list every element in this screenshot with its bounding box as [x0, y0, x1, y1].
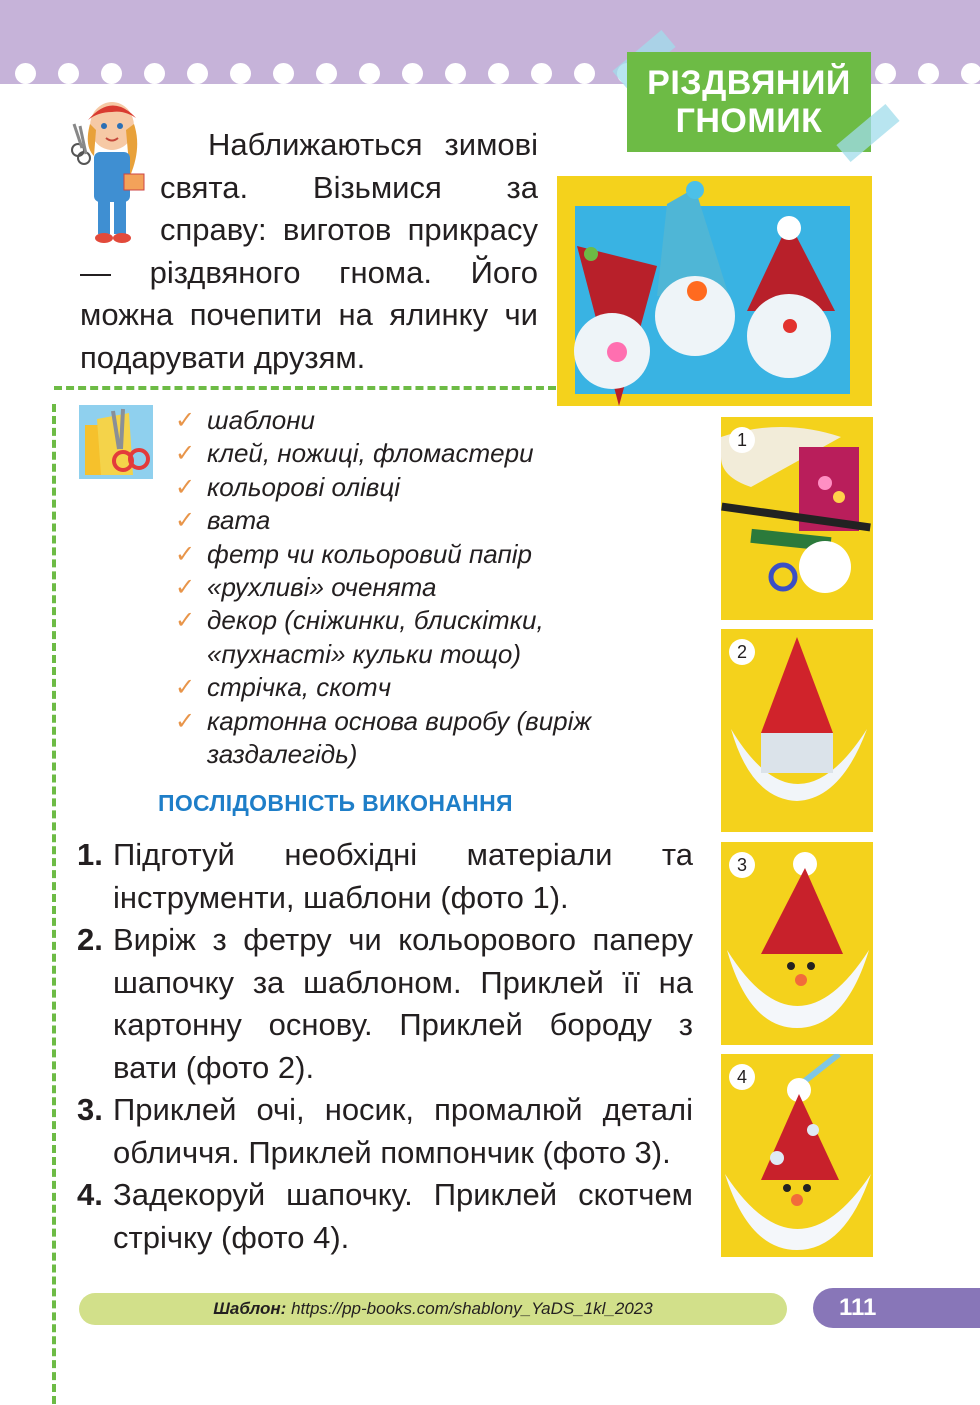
- steps-list: [77, 834, 693, 1259]
- template-link-bar: [79, 1293, 787, 1325]
- step-number: 4.: [77, 1177, 103, 1212]
- border-dot: [574, 63, 595, 84]
- step-text: Виріж з фетру чи кольорового паперу шапочку за шаблоном. Приклей її на картонну основу. Приклей бороду з вати (фото 2).: [113, 922, 693, 1085]
- material-text: декор (сніжинки, блискітки, «пухнасті» кульки тощо): [207, 605, 544, 669]
- material-text: кольорові олівці: [207, 471, 400, 502]
- checkmark-icon: ✓: [175, 707, 196, 735]
- step-photo-1: [721, 417, 873, 620]
- materials-tools-icon: [79, 405, 153, 479]
- material-text: клей, ножиці, фломастери: [207, 438, 534, 469]
- checkmark-icon: ✓: [175, 674, 196, 702]
- title-line-2: ГНОМИК: [675, 102, 823, 140]
- step-photo-3: [721, 842, 873, 1045]
- border-dot: [402, 63, 423, 84]
- finished-gnomes-photo: [557, 176, 872, 406]
- sequence-title: ПОСЛІДОВНІСТЬ ВИКОНАННЯ: [158, 790, 513, 816]
- material-text: стрічка, скотч: [207, 672, 392, 703]
- step-item: [77, 919, 693, 1089]
- material-text: картонна основа виробу (виріж заздалегідь): [207, 705, 592, 770]
- border-dot: [531, 63, 552, 84]
- border-dot: [488, 63, 509, 84]
- step-text: Підготуй необхідні матеріали та інструменти, шаблони (фото 1).: [113, 837, 693, 915]
- material-item: [175, 471, 595, 504]
- material-item: [175, 571, 595, 604]
- step-text: Приклей очі, носик, промалюй деталі обличчя. Приклей помпончик (фото 3).: [113, 1092, 693, 1170]
- material-item: [175, 437, 595, 470]
- material-text: шаблони: [207, 405, 315, 435]
- step-item: [77, 1089, 693, 1174]
- step-photo-2: [721, 629, 873, 832]
- checkmark-icon: ✓: [175, 607, 196, 635]
- gnome-ornaments-image: [557, 176, 872, 406]
- material-text: «рухливі» оченята: [207, 572, 437, 603]
- step-number: 1.: [77, 837, 103, 872]
- checkmark-icon: ✓: [175, 574, 196, 602]
- step-number: 3.: [77, 1092, 103, 1127]
- border-dot: [58, 63, 79, 84]
- material-item: [175, 671, 595, 704]
- title-line-1: РІЗДВЯНИЙ: [647, 64, 851, 102]
- step-item: [77, 834, 693, 919]
- photo-number-1: 1: [729, 427, 755, 453]
- border-dot: [359, 63, 380, 84]
- checkmark-icon: ✓: [175, 473, 196, 501]
- border-dot: [273, 63, 294, 84]
- materials-list: [175, 404, 595, 771]
- material-item: [175, 604, 595, 671]
- border-dot: [918, 63, 939, 84]
- border-dot: [15, 63, 36, 84]
- page-number: 111: [813, 1288, 980, 1328]
- step-photo-4: [721, 1054, 873, 1257]
- intro-text: Наближаються зимові свята. Візьмися за справу: виготов прикрасу — різдвяного гнома. Його можна почепити на ялинку чи подарувати друзям.: [80, 127, 538, 375]
- photo-number-3: 3: [729, 852, 755, 878]
- step-text: Задекоруй шапочку. Приклей скотчем стрічку (фото 4).: [113, 1177, 693, 1255]
- border-dot: [445, 63, 466, 84]
- border-dot: [230, 63, 251, 84]
- material-text: вата: [207, 505, 271, 536]
- border-dot: [187, 63, 208, 84]
- dashed-border-left: [52, 404, 56, 1404]
- lesson-title: [627, 52, 871, 152]
- template-label: Шаблон:: [213, 1299, 287, 1318]
- border-dot: [875, 63, 896, 84]
- material-item: [175, 404, 595, 437]
- material-item: [175, 504, 595, 537]
- checkmark-icon: ✓: [175, 440, 196, 468]
- checkmark-icon: ✓: [175, 507, 196, 535]
- checkmark-icon: ✓: [175, 540, 196, 568]
- checkmark-icon: ✓: [175, 407, 196, 434]
- material-text: фетр чи кольоровий папір: [207, 538, 532, 569]
- dashed-border-top: [54, 386, 556, 390]
- step-number: 2.: [77, 922, 103, 957]
- border-dot: [144, 63, 165, 84]
- border-dot: [316, 63, 337, 84]
- border-dot: [961, 63, 980, 84]
- template-url[interactable]: https://pp-books.com/shablony_YaDS_1kl_2023: [291, 1299, 653, 1318]
- border-dot: [101, 63, 122, 84]
- material-item: [175, 538, 595, 571]
- material-item: [175, 705, 595, 772]
- intro-paragraph: [80, 124, 538, 379]
- photo-number-2: 2: [729, 639, 755, 665]
- step-item: [77, 1174, 693, 1259]
- photo-number-4: 4: [729, 1064, 755, 1090]
